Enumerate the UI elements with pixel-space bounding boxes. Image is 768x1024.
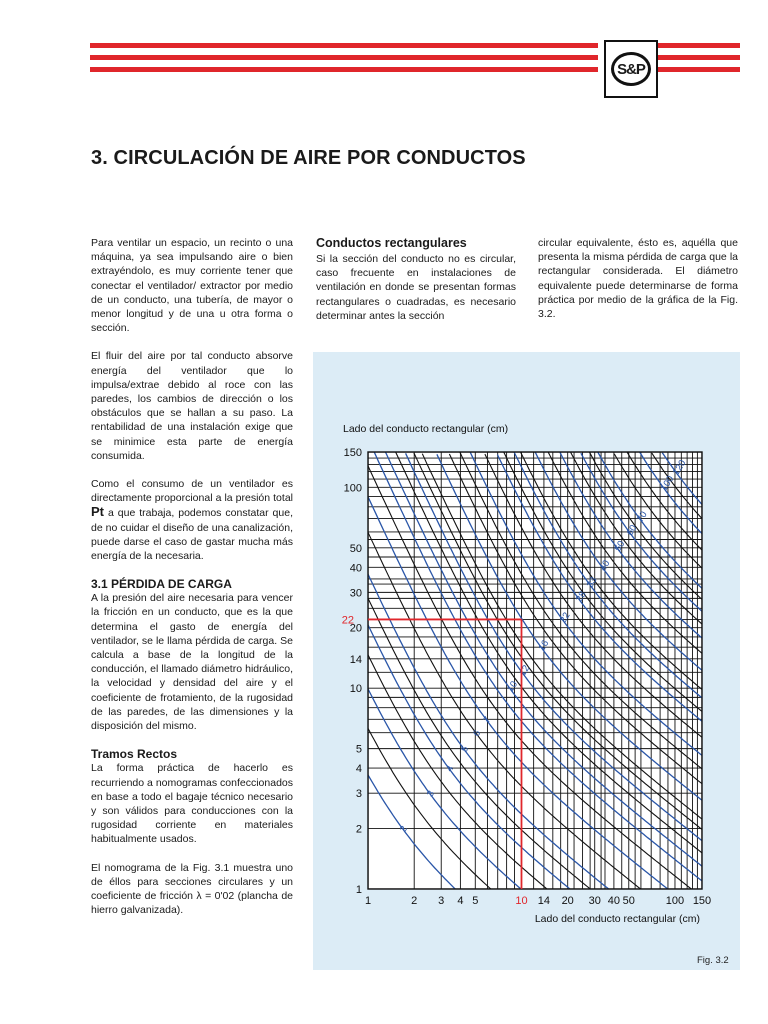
x-tick-label: 20 bbox=[561, 895, 574, 907]
y-tick-label: 30 bbox=[349, 587, 362, 600]
curve-label: 28 bbox=[573, 589, 589, 605]
page-title: 3. CIRCULACIÓN DE AIRE POR CONDUCTOS bbox=[91, 147, 526, 169]
text-column-left bbox=[91, 236, 293, 931]
section-heading: 3.1 PÉRDIDA DE CARGA bbox=[91, 577, 232, 592]
paragraph-text: a que trabaja, podemos constatar que, de no cuidar el diseño de una canalización, puede darse el caso de gastar mucha más energía de la necesaria. bbox=[91, 507, 293, 563]
y-tick-label: 2 bbox=[355, 823, 362, 836]
panel-mask bbox=[313, 352, 740, 452]
x-tick-label: 2 bbox=[411, 895, 418, 907]
red-rule bbox=[654, 55, 740, 60]
red-rule bbox=[654, 43, 740, 48]
figure-caption: Fig. 3.2 bbox=[697, 955, 729, 966]
y-tick-label: 100 bbox=[343, 482, 362, 495]
y-tick-label: 4 bbox=[355, 763, 362, 776]
x-tick-label: 40 bbox=[607, 895, 621, 907]
y-axis-label: Lado del conducto rectangular (cm) bbox=[343, 423, 509, 435]
y-tick-label: 14 bbox=[349, 653, 362, 666]
y-tick-label: 1 bbox=[355, 884, 362, 896]
chart-panel bbox=[313, 352, 740, 970]
paragraph bbox=[91, 477, 293, 563]
logo bbox=[604, 40, 658, 98]
curve-label: 10 bbox=[505, 679, 521, 695]
red-rule bbox=[90, 43, 598, 48]
y-tick-label: 20 bbox=[349, 622, 362, 635]
paragraph: El fluir del aire por tal conducto absorve energía del ventilador que lo impulsa/extrae debido al roce con las paredes, los cambios de dirección o los obstáculos que se hallan a su paso. La rentabilidad de una instalación exige que se minimice esta parte de energía consumida. bbox=[91, 350, 293, 462]
curve-label: 12 bbox=[517, 663, 533, 679]
chart bbox=[313, 352, 740, 970]
paragraph: Si la sección del conducto no es circular, caso frecuente en instalaciones de ventilación en donde se presentan formas rectangulares o cuadradas, es necesario determinar antes la sección bbox=[316, 253, 516, 322]
section-heading: Tramos Rectos bbox=[91, 747, 178, 762]
curve-label: 100 bbox=[658, 473, 677, 494]
paragraph-text: Como el consumo de un ventilador es directamente proporcional a la presión total bbox=[91, 478, 293, 505]
example-y-label: 22 bbox=[341, 614, 354, 627]
curve-label: 40 bbox=[597, 558, 613, 574]
curve-label: 70 bbox=[634, 509, 650, 525]
paragraph: Para ventilar un espacio, un recinto o una máquina, ya sea impulsando aire o bien extrayéndolo, es muy corriente tener que conectar el ventilador/ extractor por medio de un conducto, una tubería, de mayor o menor longitud y de una u otra forma o sección. bbox=[91, 237, 293, 335]
panel-mask bbox=[702, 450, 740, 891]
y-tick-label: 40 bbox=[349, 562, 362, 575]
text-column-right bbox=[538, 236, 738, 335]
y-tick-label: 10 bbox=[349, 683, 362, 696]
paragraph: circular equivalente, ésto es, aquélla que presenta la misma pérdida de carga que la rectangular considerada. El diámetro equivalente puede determinarse de forma práctica por medio de la gráfica de la Fig. 3.2. bbox=[538, 237, 738, 321]
x-tick-label: 4 bbox=[457, 895, 464, 907]
curve-label: 50 bbox=[612, 538, 628, 554]
curve-label: 16 bbox=[536, 638, 552, 654]
x-tick-label: 150 bbox=[692, 895, 712, 907]
curve-label: 6 bbox=[471, 728, 484, 739]
x-tick-label: 3 bbox=[438, 895, 445, 907]
x-tick-label: 100 bbox=[665, 895, 685, 907]
x-tick-label: 10 bbox=[515, 895, 528, 907]
x-axis-label: Lado del conducto rectangular (cm) bbox=[534, 913, 700, 925]
x-tick-label: 1 bbox=[364, 895, 372, 907]
curve-label: 60 bbox=[624, 522, 640, 538]
y-tick-label: 50 bbox=[349, 542, 362, 555]
paragraph: El nomograma de la Fig. 3.1 muestra uno de éllos para secciones circulares y un coeficiente de fricción λ = 0'02 (plancha de hierro galvanizada). bbox=[91, 861, 293, 917]
y-tick-label: 150 bbox=[343, 447, 362, 459]
paragraph: A la presión del aire necesaria para vencer la fricción en un conducto, que es la que determina el gasto de energía del ventilador, se le llama pérdida de carga. Se calcula a base de la longitud de la conducción, el llamado diámetro hidráulico, la velocidad y densidad del aire y el coeficiente de frotamiento, de la rugosidad de las paredes, de las dimensiones y la disposición del mismo. bbox=[91, 592, 293, 733]
section-heading: Conductos rectangulares bbox=[316, 236, 467, 250]
y-tick-label: 3 bbox=[355, 788, 362, 801]
curve-label: 2 bbox=[397, 824, 410, 835]
curve-label: 3 bbox=[424, 788, 438, 800]
pt-symbol: Pt bbox=[91, 504, 104, 520]
x-tick-label: 5 bbox=[472, 895, 479, 907]
text-column-middle bbox=[316, 236, 516, 337]
logo-text: S&P bbox=[611, 52, 651, 86]
curve-label: 7 bbox=[481, 714, 494, 726]
red-rule bbox=[654, 67, 740, 72]
y-tick-label: 5 bbox=[355, 743, 362, 756]
red-rule bbox=[90, 55, 598, 60]
curve-label: 120 bbox=[670, 458, 689, 478]
x-tick-label: 50 bbox=[622, 895, 635, 907]
x-tick-label: 14 bbox=[537, 895, 551, 907]
red-rule bbox=[90, 67, 598, 72]
plot-area bbox=[368, 452, 702, 889]
curve-label: 4 bbox=[444, 763, 457, 774]
curve-label: 5 bbox=[458, 744, 472, 755]
curve-label: 33 bbox=[584, 575, 600, 590]
paragraph: La forma práctica de hacerlo es recurriendo a nomogramas confeccionados en base a todo el bagaje técnico necesario y son válidos para conducciones con la rugosidad corriente en materiales habitualmente usados. bbox=[91, 762, 293, 846]
x-tick-label: 30 bbox=[588, 895, 601, 907]
curve-label: 22 bbox=[557, 610, 573, 626]
